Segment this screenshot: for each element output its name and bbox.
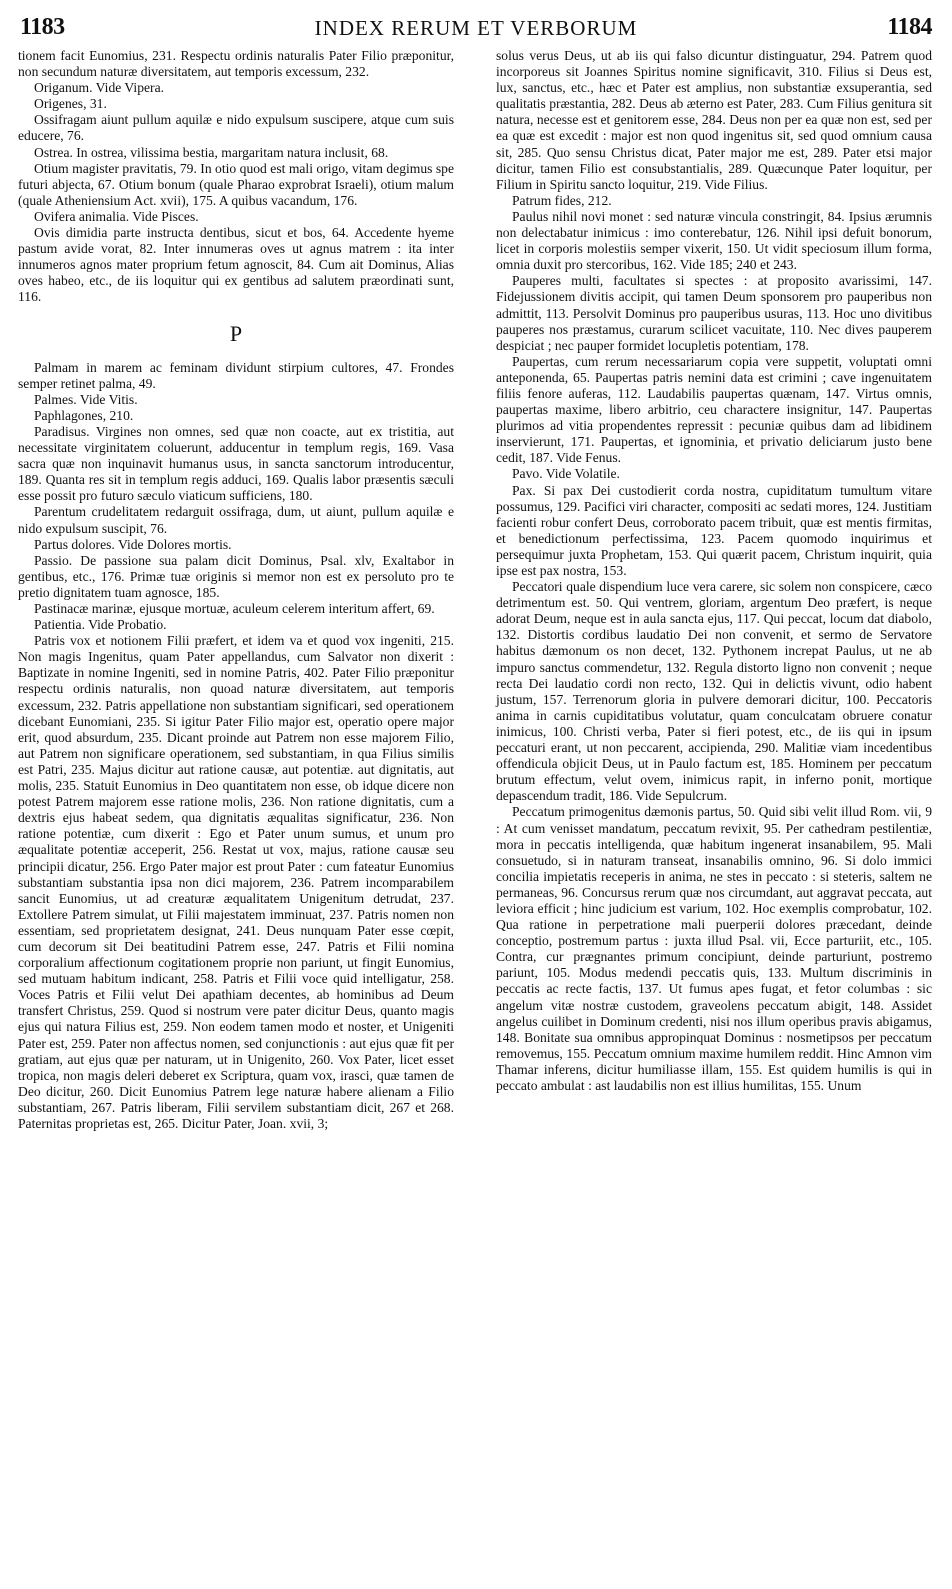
index-entry: solus verus Deus, ut ab iis qui falso dicuntur distinguatur, 294. Patrem quod incorporeus sit Joannes Spiritus nomine significavit, 310. Filius si Deus est, lux, sanctus, etc., hæc et Pater est amplius, non substantiæ exsuperantia, sed qualitatis præstantia, 282. Deus ab æterno est Pater, 283. Cum Filius genitura sit natura, necesse est et genitorem esse, 284. Deus non per ea quæ non est, sed per ea quæ est excedit : major est non quod ingenitus sit, sed quod omnium causa sit, 285. Quo sensu Christus dicat, Pater major me est, 289. Pater etsi major dicitur, tamen Filio est consubstantialis, 289. Quæcunque Pater loquitur, per Filium in Spiritu sancto loquitur, 219. Vide Filius. (496, 48, 932, 192)
index-entry: Paphlagones, 210. (34, 407, 134, 423)
running-title: INDEX RERUM ET VERBORUM (314, 16, 638, 40)
index-entry: Ovis dimidia parte instructa dentibus, sicut et bos, 64. Accedente hyeme pastum avide vorat, 82. Inter innumeras oves ut agnus matrem : ita inter innumeros agnos mater proprium fetum agnoscit, 84. Cum ait Dominus, Alias oves habeo, etc., de iis loquitur qui ex gentibus ad salutem præordinati sunt, 116. (18, 225, 454, 305)
column-gutter (473, 48, 474, 1563)
index-entry: Pax. Si pax Dei custodierit corda nostra, cupiditatum tumultum vitare possumus, 129. Pacifici viri character, compositi ac sedati mores, 124. Justitiam facienti robur confert Deus, corroborato pacem tribuit, quæ est mentis firmitas, et benedictionum perfectissima, 123. Pacem quomodo inquirimus et persequimur juxta Prophetam, 153. Qui quærit pacem, Christum inquirit, quia ipse est pax nostra, 153. (496, 482, 932, 578)
index-entry: Paulus nihil novi monet : sed naturæ vincula constringit, 84. Ipsius ærumnis non delectabatur inimicus : imo conterebatur, 126. Nihil ipsi defuit bonorum, licet in corporis molestiis semper vixerit, 150. Ut vidit speciosum illum forma, omnia duxit pro stercoribus, 162. Vide 185; 240 et 243. (496, 208, 932, 273)
index-entry: Passio. De passione sua palam dicit Dominus, Psal. xlv, Exaltabor in gentibus, etc., 176. Primæ tuæ originis si memor non est ex persoluto pro te pretio dignitatem tuam agnosce, 185. (18, 552, 454, 600)
page-number-left: 1183 (20, 14, 65, 40)
right-column (496, 48, 932, 1094)
index-entry: Palmes. Vide Vitis. (34, 391, 138, 407)
index-entry: Origenes, 31. (34, 96, 107, 112)
page-number-right: 1184 (887, 14, 932, 40)
index-entry: Patientia. Vide Probatio. (34, 617, 167, 633)
index-entry: Ossifragam aiunt pullum aquilæ e nido expulsum suscipere, atque cum suis educere, 76. (18, 112, 454, 144)
index-entry: Pastinacæ marinæ, ejusque mortuæ, aculeum celerem interitum affert, 69. (34, 601, 435, 616)
page-header (20, 14, 932, 42)
index-entry: Peccatori quale dispendium luce vera carere, sic solem non conspicere, cæco detrimentum est. 50. Qui ventrem, gloriam, argentum Deo præfert, is neque adorat Deum, neque est in aula sancta ejus, 117. Qui peccat, locum dat diabolo, 132. Distortis cordibus laudatio Dei non convenit, et sermo de Servatore habitus dæmonum os non decet, 132. Pythonem increpat Paulus, ut ne ab impuro sanctus commendetur, 132. Regula distorto ligno non convenit ; neque recta Dei laudatio cordi non recto, 132. Qui in delictis vivunt, odio habent justum, 157. Terrenorum gloria in pulvere demorari dicitur, 100. Peccatoris anima in carnis cupiditatibus volutatur, quam conculcatam obruere conatur inimicus, 100. Christi verba, Pater si fieri potest, etc., de iis qui in ipsum peccaturi erant, ut non peccarent, accipienda, 290. Malitiæ viam incedentibus offendicula objicit Deus, ut in Paulo factum est, 185. Hominem per peccatum brutum effectum, velut ovem, inimicus rapit, in inferno ponit, mortique depascendum tradit, 186. Vide Sepulcrum. (496, 579, 932, 804)
index-entry: Paradisus. Virgines non omnes, sed quæ non coacte, aut ex tristitia, aut necessitate virginitatem coluerunt, adducentur in templum regis, 169. Vasa sacra quæ non inquinavit humanus usus, in sancta sanctorum introducentur, 189. Quanta res sit in templum regis adduci, 169. Qualis labor præsentis sæculi esse possit pro futuro sæculo viaticum sufficiens, 180. (18, 423, 454, 504)
index-entry: Ovifera animalia. Vide Pisces. (34, 208, 199, 224)
index-entry: Ostrea. In ostrea, vilissima bestia, margaritam natura inclusit, 68. (34, 144, 389, 160)
index-entry: Patris vox et notionem Filii præfert, et idem va et quod vox ingeniti, 215. Non magis Ingenitus, quam Pater appellandus, cum Salvator non dixerit : Baptizate in nomine Ingeniti, sed in nomine Patris, 402. Pater Filio præponitur respectu ordinis naturalis, non quoad naturæ diversitatem, aut temporis excessum, 232. Patris appellatione non substantiam significari, sed operationem dicebant Eunomiani, 235. Si igitur Pater Filio major est, operatio opere major erit, quod absurdum, 235. Dicant proinde aut Patrem non esse majorem Filio, aut Patrem non significare operationem, sed substantiam, in qua Filius similis est Patri, 235. Majus dicitur aut ratione causæ, aut potentiæ. aut dignitatis, aut molis, 235. Statuit Eunomius in Deo quantitatem non esse, ob idque dicere non potest Patrem majorem esse ratione molis, 236. Non ratione dignitatis, cum a dextris ejus habeat sedem, qua dignitatis æqualitas significatur, 236. Non ratione potentiæ, cum dixerit : Ego et Pater unum sumus, et unum pro æqualitate potentiæ acceperit, 256. Restat ut vox, majus, ratione causæ seu principii dicatur, 256. Ergo Pater major est prout Pater : cum fateatur Eunomius substantiam substantia ipsa non dici majorem, 236. Patrem incomparabilem sancit Eunomius, ut ad creaturæ æqualitatem Unigenitum detrudat, 237. Extollere Patrem simulat, ut Filii majestatem imminuat, 237. Patris nomen non essentiam, sed proprietatem designat, 241. Deus nunquam Pater esse cœpit, cum decorum sit Dei beatitudini Patrem esse, 247. Patris et Filii nomina corporalium affectionum cogitationem proprie non pariunt, ut fingit Eunomius, sed mutuam habitum indicant, 258. Patris et Filii voce quid intelligatur, 258. Voces Patris et Filii velut Dei apathiam decentes, ab hominibus ad Deum transfert Christus, 259. Quod si nostrum vere pater dicitur Deus, quanto magis ejus qui natura Filius est, 259. Non eodem tamen modo et noster, et Unigeniti Pater est, 259. Pater non affectus nomen, sed conjunctionis : aut ejus quæ fit per gratiam, aut ejus quæ per naturam, ut in Unigenito, 260. Vox Pater, licet esset tropica, non magis deleri deberet ex Scriptura, quam vox, irasci, quæ tamen de Deo dicitur, 260. Dicit Eunomius Patrem lege naturæ habere alienam a Filio substantiam, 267. Patris liberam, Filii servilem substantiam dicit, 267 et 268. Paternitas proprietas est, 265. Dicitur Pater, Joan. xvii, 3; (18, 633, 454, 1131)
index-entry: Partus dolores. Vide Dolores mortis. (34, 536, 232, 552)
index-entry: Patrum fides, 212. (512, 192, 612, 208)
index-entry: Origanum. Vide Vipera. (34, 80, 164, 96)
index-entry: tionem facit Eunomius, 231. Respectu ordinis naturalis Pater Filio præponitur, non secundum naturæ diversitatem, aut temporis excessum, 232. (18, 48, 454, 80)
index-entry: Pauperes multi, facultates si spectes : at proposito avarissimi, 147. Fidejussionem divitis accipit, qui tamen Deum sponsorem pro pauperibus non admittit, 113. Persolvit Dominus pro pauperibus usuras, 113. Hoc uno divitibus pauperes nos præstamus, curarum scilicet vacuitate, 110. Nec dives pauperem despiciat ; nec pauper formidet locupletis potentiam, 178. (496, 273, 932, 353)
index-entry: Parentum crudelitatem redarguit ossifraga, dum, ut aiunt, pullum aquilæ e nido expulsum suscipit, 76. (18, 504, 454, 536)
letter-heading: P (229, 320, 243, 346)
index-entry: Pavo. Vide Volatile. (512, 466, 620, 482)
index-entry: Peccatum primogenitus dæmonis partus, 50. Quid sibi velit illud Rom. vii, 9 : At cum venisset mandatum, peccatum revixit, 95. Per cathedram pestilentiæ, mora in peccatis intelligenda, quæ habitum ingenerat insanabilem, 95. Mali consuetudo, si in naturam transeat, insanabilis omnino, 96. Si dolo immici concilia impietatis receperis in anima, ne stes in peccato : si steteris, saltem ne permaneas, 96. Concursus rerum quæ nos circumdant, aut aggravat peccata, aut leviora efficit ; hinc judicium est varium, 102. Hoc exemplis comprobatur, 102. Qua ratione in perpetratione mali puerperii dolores præcedant, deinde conceptio, postremum partus : juxta illud Psal. vii, Ecce parturiit, etc., 105. Contra, cur prægnantes primum concipiunt, deinde parturiunt, postremo pariunt, 105. Modus medendi peccatis quis, 133. Multum discriminis in peccatis ac recte factis, 137. Ut fumus apes fugat, et fetor columbas : sic angelum vitæ nostræ custodem, graveolens peccatum abigit, 148. Assidet angelus cuilibet in Dominum credenti, nisi nos illum operibus pravis abigamus, 148. Bonitate sua omnibus appropinquat Dominus : nosmetipsos per peccatum removemus, 155. Peccatum omnium maxime humilem reddit. Hinc Amnon vim Thamar inferens, dicitur humiliasse illam, 155. Est quidem humilis is qui in peccato ambulat : ast laudabilis non est illius humilitas, 155. Unum (496, 804, 932, 1093)
left-column (18, 48, 454, 1132)
index-entry: Otium magister pravitatis, 79. In otio quod est mali origo, vitam degimus spe futuri abjecta, 67. Otium bonum (quale Pharao exprobrat Israeli), otium malum (quale Atheniensium Act. xvii), 175. A quibus vacandum, 176. (18, 160, 454, 208)
index-entry: Paupertas, cum rerum necessariarum copia vere suppetit, voluptati omni anteponenda, 65. Paupertas patris nemini data est crimini ; cave ingenuitatem filiis fenore auferas, 112. Laudabilis paupertas quænam, 147. Virtus omnis, paupertas maxime, libero arbitrio, ceu charactere insignitur, 147. Paupertas plurimos ad vitia propendentes repressit : pecuniæ quibus dam ad libidinem inservierunt, 171. Paupertas, et ignominia, et privatio deliciarum justo bene cedit, 187. Vide Fenus. (496, 353, 932, 466)
index-entry: Palmam in marem ac feminam dividunt stirpium cultores, 47. Frondes semper retinet palma, 49. (18, 359, 454, 391)
